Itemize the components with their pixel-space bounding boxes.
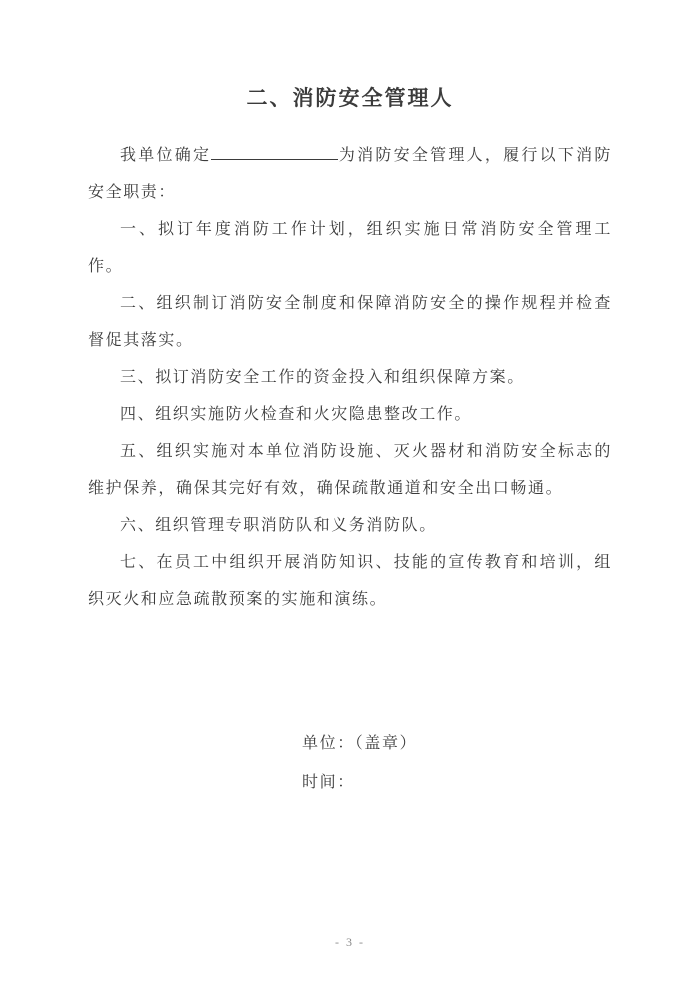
duty-item-2: 二、组织制订消防安全制度和保障消防安全的操作规程并检查督促其落实。	[88, 295, 612, 349]
date-label: 时间：	[302, 774, 355, 791]
signature-block	[302, 724, 700, 802]
duty-item-7: 七、在员工中组织开展消防知识、技能的宣传教育和培训，组织灭火和应急疏散预案的实施和演练。	[88, 554, 612, 608]
duty-item-6: 六、组织管理专职消防队和义务消防队。	[120, 517, 437, 534]
duty-item-1: 一、拟订年度消防工作计划，组织实施日常消防安全管理工作。	[88, 221, 612, 275]
unit-stamp-label: 单位：（盖章）	[302, 735, 418, 752]
duty-item-5: 五、组织实施对本单位消防设施、灭火器材和消防安全标志的维护保养，确保其完好有效，确保疏散通道和安全出口畅通。	[88, 443, 612, 497]
page-title: 二、消防安全管理人	[246, 86, 454, 110]
intro-text-before-blank: 我单位确定	[120, 147, 212, 164]
duty-item-4: 四、组织实施防火检查和火灾隐患整改工作。	[120, 406, 473, 423]
intro-paragraph	[88, 137, 612, 211]
page-number: - 3 -	[335, 935, 365, 949]
document-body	[88, 137, 612, 618]
intro-text-after-blank: 为消防安全管理人，履行以下消防安全职责：	[88, 147, 612, 201]
duty-item-3: 三、拟订消防安全工作的资金投入和组织保障方案。	[120, 369, 525, 386]
fill-in-blank-line	[211, 159, 338, 160]
